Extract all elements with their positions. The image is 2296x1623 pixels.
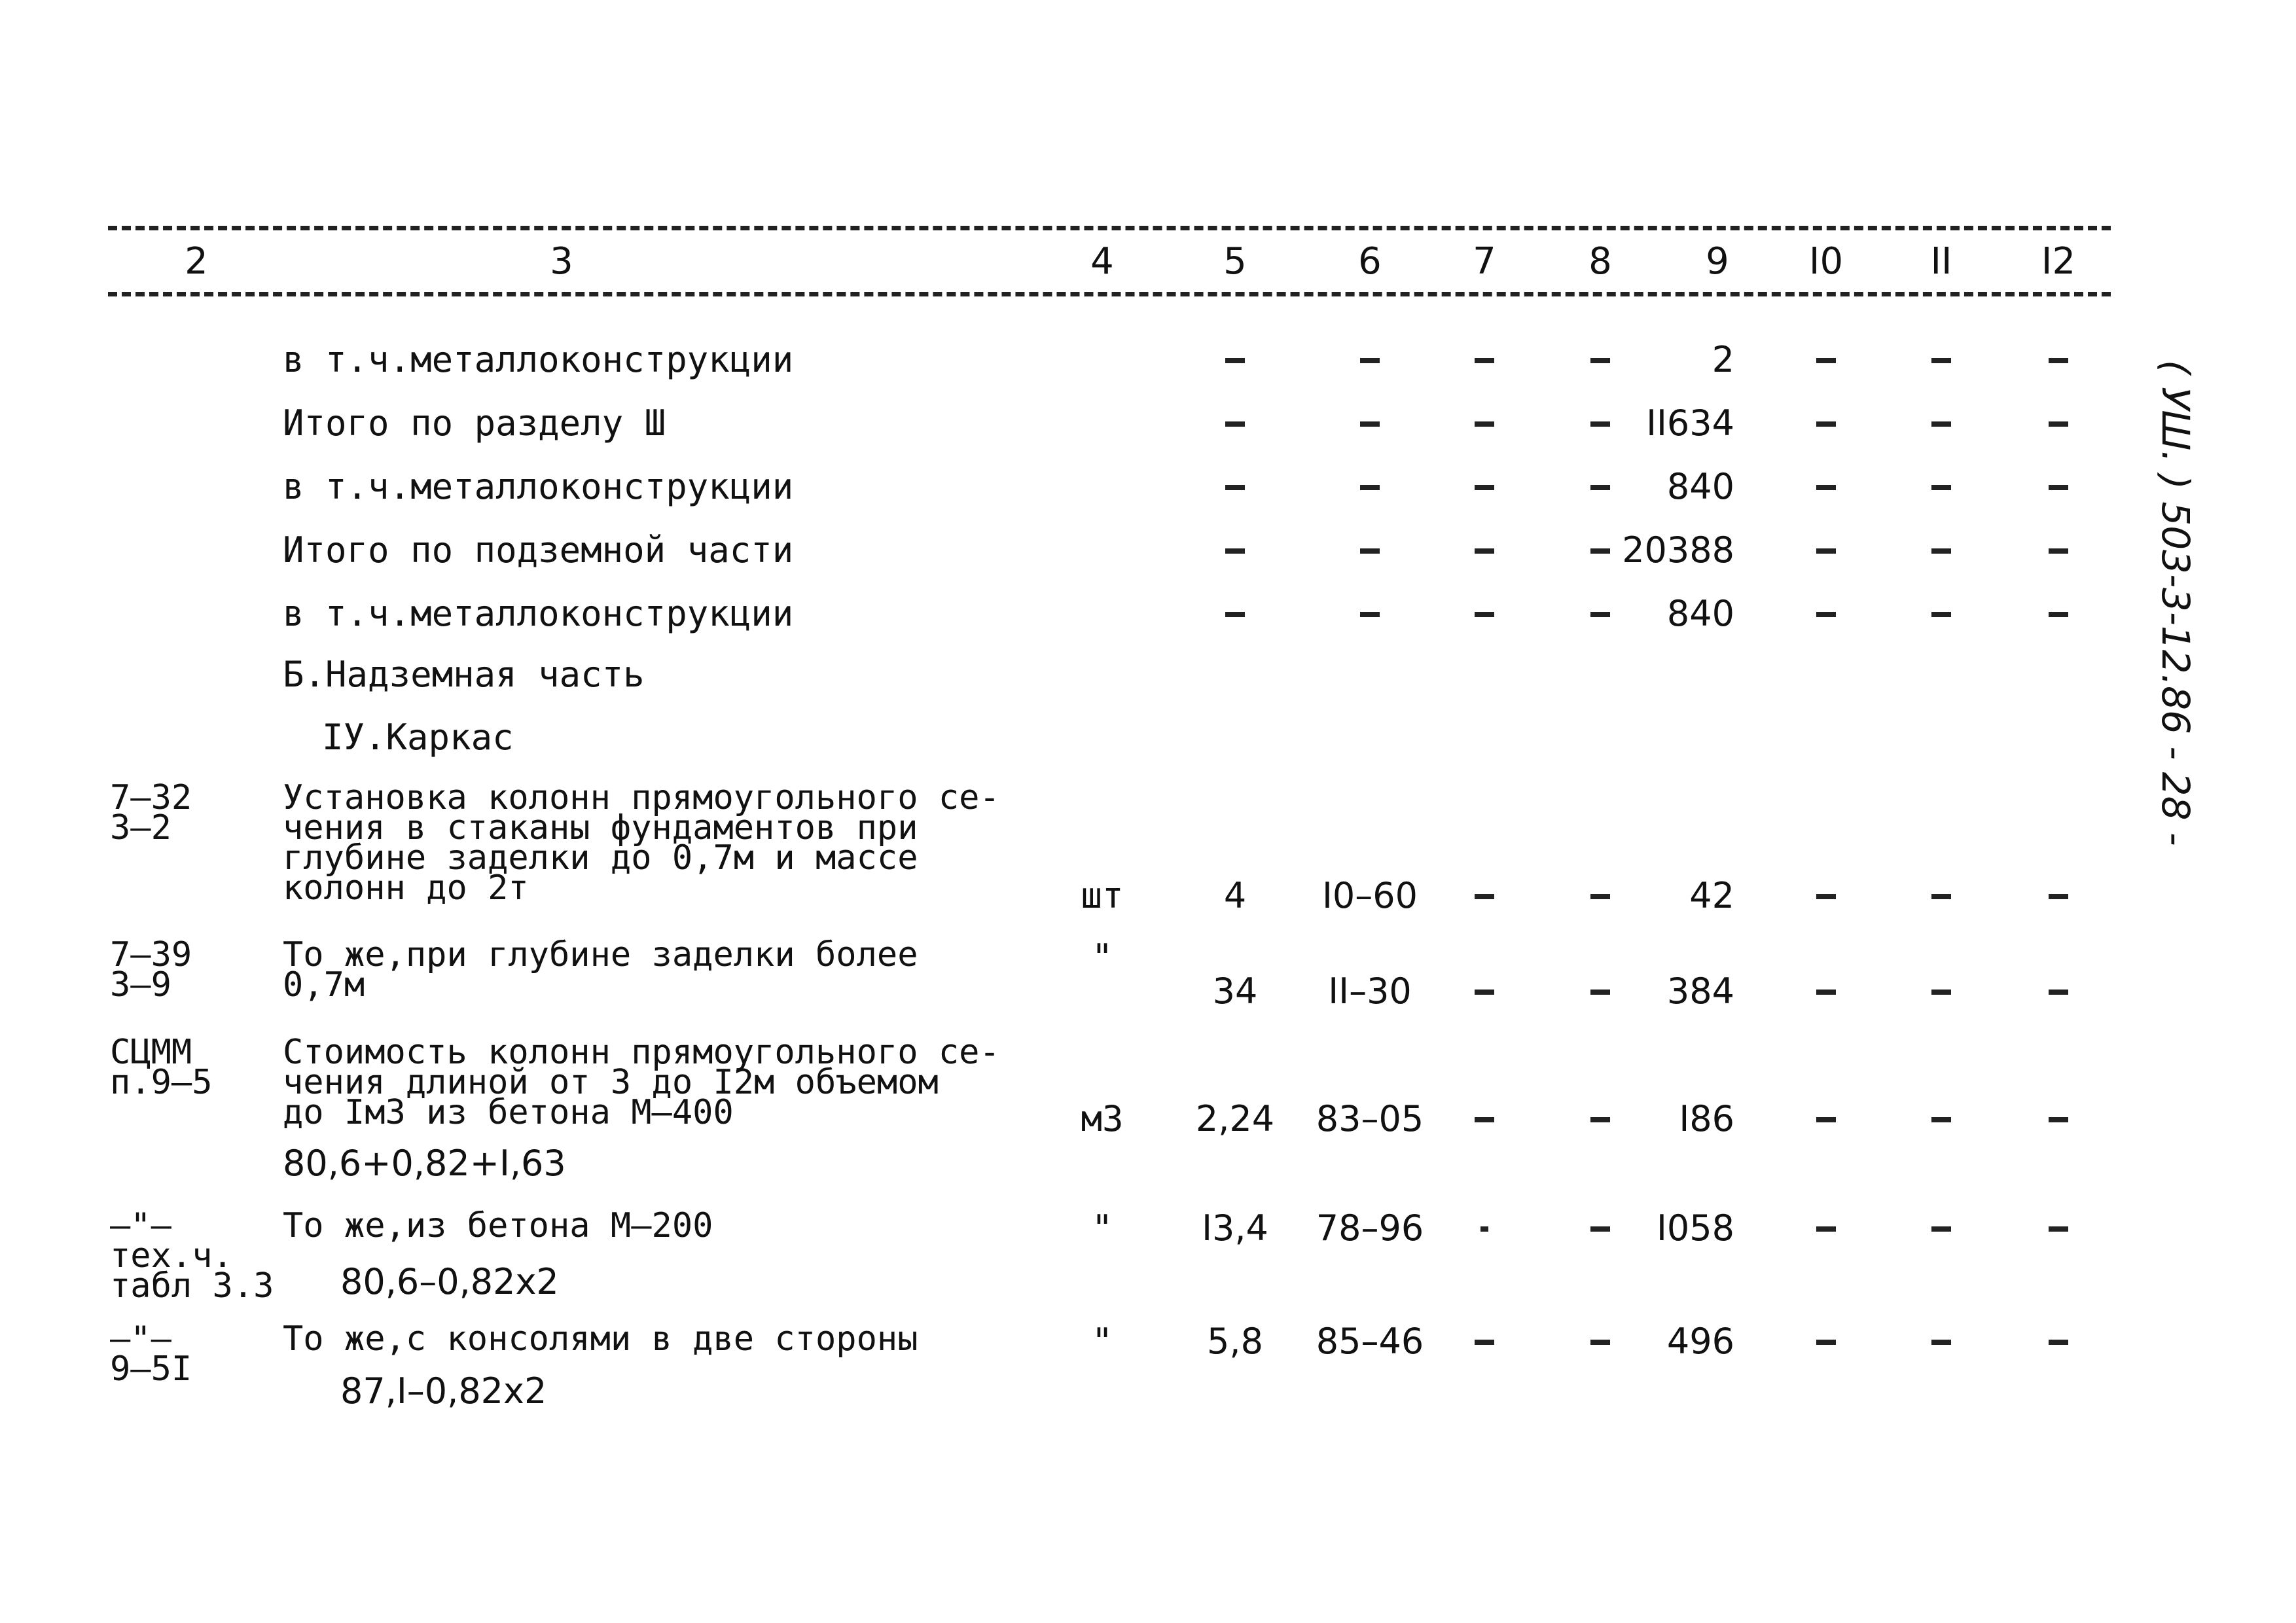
item-c8-dash <box>1590 990 1610 995</box>
row-c9: II634 <box>1646 402 1734 444</box>
item-description-line: Стоимость колонн прямоугольного се- <box>283 1033 1000 1072</box>
row-c11-dash <box>1931 358 1951 363</box>
item-description-line: Установка колонн прямоугольного се- <box>283 778 1000 817</box>
row-c8-dash <box>1590 358 1610 363</box>
item-c5: 34 <box>1212 971 1258 1012</box>
row-c8-dash <box>1590 612 1610 617</box>
item-code: 7–39 <box>110 935 192 974</box>
row-c9: 840 <box>1666 593 1734 634</box>
item-code-sub: 9–5I <box>110 1349 192 1389</box>
item-c6: 85–46 <box>1316 1321 1424 1362</box>
row-c12-dash <box>2049 421 2068 427</box>
item-c10-dash <box>1816 1226 1836 1232</box>
col-header-4: 4 <box>1090 240 1114 283</box>
row-c10-dash <box>1816 612 1836 617</box>
item-c11-dash <box>1931 1226 1951 1232</box>
side-stamp: ( УШ. ) 503-3-12.86 - 28 - <box>2153 360 2198 846</box>
item-code: 7–32 <box>110 778 192 817</box>
item-c11-dash <box>1931 990 1951 995</box>
item-unit: " <box>1091 1321 1113 1362</box>
item-c6: 78–96 <box>1316 1207 1424 1249</box>
item-c11-dash <box>1931 1117 1951 1122</box>
row-c10-dash <box>1816 421 1836 427</box>
col-header-8: 8 <box>1588 240 1612 283</box>
row-c6-dash <box>1360 358 1380 363</box>
col-header-12: I2 <box>2041 240 2076 283</box>
item-c6: I0–60 <box>1322 875 1418 916</box>
item-description-line: колонн до 2т <box>283 868 529 908</box>
item-description-line: чения длиной от 3 до I2м объемом <box>283 1063 939 1102</box>
item-c9: I86 <box>1679 1098 1734 1139</box>
item-code-sub: 3–2 <box>110 808 171 847</box>
col-header-11: II <box>1930 240 1952 283</box>
item-c9: 496 <box>1666 1321 1734 1362</box>
item-description-line: То же,из бетона М–200 <box>283 1206 713 1245</box>
item-c12-dash <box>2049 1226 2068 1232</box>
item-description-line: чения в стаканы фундаментов при <box>283 808 918 847</box>
item-c5: 4 <box>1223 875 1247 916</box>
item-c12-dash <box>2049 1340 2068 1345</box>
col-header-7: 7 <box>1473 240 1496 283</box>
row-c9: 2 <box>1712 339 1734 380</box>
row-c8-dash <box>1590 485 1610 490</box>
row-c7-dash <box>1475 358 1494 363</box>
item-code-sub: 3–9 <box>110 965 171 1005</box>
row-c6-dash <box>1360 485 1380 490</box>
header-top-rule <box>108 226 2111 230</box>
item-c10-dash <box>1816 1340 1836 1345</box>
item-c7-dash <box>1475 1340 1494 1345</box>
item-c10-dash <box>1816 990 1836 995</box>
item-c9: 384 <box>1666 971 1734 1012</box>
item-c10-dash <box>1816 1117 1836 1122</box>
item-code: –"– <box>110 1206 171 1245</box>
section-title-frame: IУ.Каркас <box>322 717 514 758</box>
row-c12-dash <box>2049 612 2068 617</box>
item-c8-dash <box>1590 1117 1610 1122</box>
col-header-3: 3 <box>550 240 573 283</box>
row-c9: 20388 <box>1622 529 1734 571</box>
row-c6-dash <box>1360 612 1380 617</box>
item-description-line: 0,7м <box>283 965 365 1005</box>
item-formula: 80,6–0,82х2 <box>340 1261 559 1302</box>
item-unit: " <box>1091 1207 1113 1249</box>
row-c10-dash <box>1816 485 1836 490</box>
item-unit: " <box>1091 936 1113 978</box>
row-c5-dash <box>1225 485 1245 490</box>
item-c7-dash <box>1480 1226 1488 1232</box>
row-c12-dash <box>2049 485 2068 490</box>
item-code: СЦММ <box>110 1033 192 1072</box>
row-c8-dash <box>1590 548 1610 554</box>
row-c11-dash <box>1931 421 1951 427</box>
item-c12-dash <box>2049 894 2068 899</box>
row-c12-dash <box>2049 548 2068 554</box>
row-c5-dash <box>1225 421 1245 427</box>
item-code-sub: тех.ч. <box>110 1236 233 1275</box>
header-bottom-rule <box>108 292 2111 296</box>
row-c6-dash <box>1360 421 1380 427</box>
col-header-5: 5 <box>1223 240 1247 283</box>
item-c6: II–30 <box>1328 971 1412 1012</box>
item-description-line: То же,с консолями в две стороны <box>283 1319 918 1359</box>
item-c11-dash <box>1931 1340 1951 1345</box>
row-c10-dash <box>1816 358 1836 363</box>
item-code-sub: п.9–5 <box>110 1063 213 1102</box>
item-c9: 42 <box>1689 875 1734 916</box>
item-formula: 80,6+0,82+I,63 <box>283 1143 566 1184</box>
col-header-9: 9 <box>1706 240 1729 283</box>
item-unit: м3 <box>1081 1098 1124 1139</box>
row-label: в т.ч.металлоконструкции <box>283 466 794 507</box>
row-c11-dash <box>1931 485 1951 490</box>
row-c5-dash <box>1225 548 1245 554</box>
row-c11-dash <box>1931 548 1951 554</box>
item-c12-dash <box>2049 990 2068 995</box>
item-c7-dash <box>1475 1117 1494 1122</box>
row-c5-dash <box>1225 358 1245 363</box>
col-header-2: 2 <box>185 240 208 283</box>
row-c7-dash <box>1475 548 1494 554</box>
row-c6-dash <box>1360 548 1380 554</box>
row-c7-dash <box>1475 421 1494 427</box>
item-c8-dash <box>1590 1340 1610 1345</box>
row-c5-dash <box>1225 612 1245 617</box>
item-unit: шт <box>1081 875 1124 916</box>
row-c8-dash <box>1590 421 1610 427</box>
item-description-line: глубине заделки до 0,7м и массе <box>283 838 918 878</box>
row-label: Итого по разделу Ш <box>283 402 666 444</box>
row-c11-dash <box>1931 612 1951 617</box>
item-description-line: То же,при глубине заделки более <box>283 935 918 974</box>
item-description-line: до Iм3 из бетона М–400 <box>283 1093 734 1132</box>
item-code: –"– <box>110 1319 171 1359</box>
row-c7-dash <box>1475 485 1494 490</box>
row-c7-dash <box>1475 612 1494 617</box>
row-label: в т.ч.металлоконструкции <box>283 593 794 634</box>
item-c5: 5,8 <box>1207 1321 1263 1362</box>
col-header-6: 6 <box>1358 240 1382 283</box>
item-c9: I058 <box>1657 1207 1734 1249</box>
item-c7-dash <box>1475 894 1494 899</box>
row-c9: 840 <box>1666 466 1734 507</box>
item-formula: 87,I–0,82х2 <box>340 1370 547 1412</box>
col-header-10: I0 <box>1808 240 1844 283</box>
item-c11-dash <box>1931 894 1951 899</box>
item-c10-dash <box>1816 894 1836 899</box>
row-label: Итого по подземной части <box>283 529 794 571</box>
row-c10-dash <box>1816 548 1836 554</box>
row-label: в т.ч.металлоконструкции <box>283 339 794 380</box>
item-c6: 83–05 <box>1316 1098 1424 1139</box>
item-c5: I3,4 <box>1202 1207 1268 1249</box>
row-c12-dash <box>2049 358 2068 363</box>
section-title-above-ground: Б.Надземная часть <box>283 654 645 695</box>
item-c7-dash <box>1475 990 1494 995</box>
item-code-sub2: табл 3.3 <box>110 1266 274 1306</box>
item-c8-dash <box>1590 1226 1610 1232</box>
item-c12-dash <box>2049 1117 2068 1122</box>
item-c5: 2,24 <box>1195 1098 1275 1139</box>
item-c8-dash <box>1590 894 1610 899</box>
